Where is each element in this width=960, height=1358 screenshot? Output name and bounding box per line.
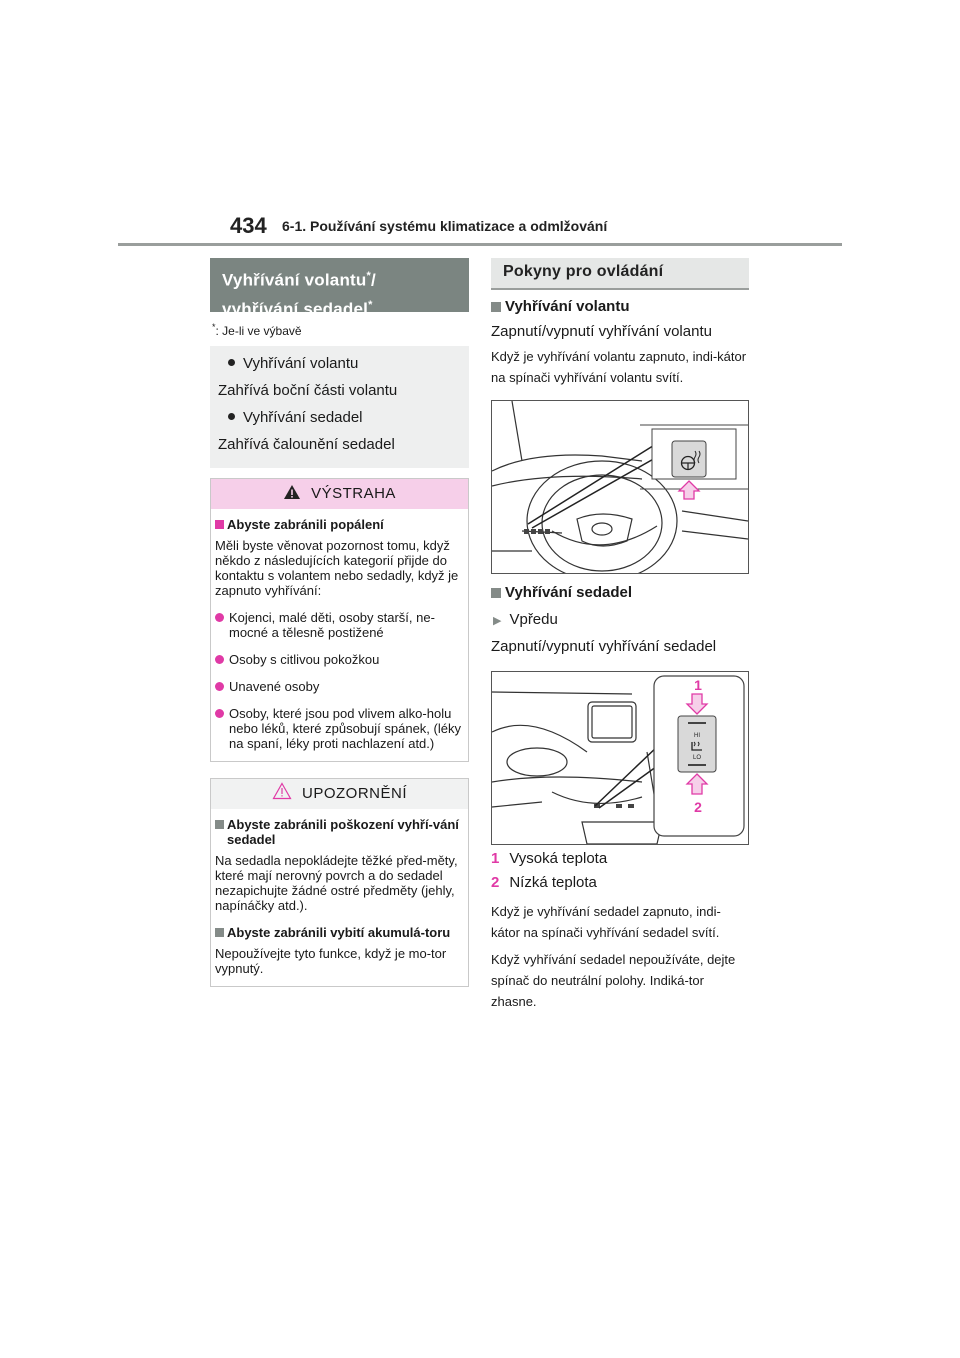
footnote-text: : Je-li ve výbavě (215, 324, 302, 338)
pink-square-icon (215, 520, 224, 529)
notice-text-1: Na sedadla nepokládejte těžké před-měty, které mají nerovný povrch a do sedadel nezapichujte žádné ostré předměty (jehly, napínáčky atd.). (215, 853, 458, 913)
warning-body (211, 509, 468, 761)
pink-circle-icon (215, 709, 224, 718)
warning-label: VÝSTRAHA (311, 485, 396, 502)
steering-action: Zapnutí/vypnutí vyhřívání volantu (491, 323, 712, 340)
list-item-text: Kojenci, malé děti, osoby starší, ne-mocné a tělesně postižené (229, 610, 435, 640)
overview-item-title: Vyhřívání volantu (243, 355, 359, 372)
overview-item-desc: Zahřívá boční části volantu (218, 382, 398, 399)
list-item (215, 706, 462, 751)
notice-title-text: Abyste zabránili vybití akumulá-toru (227, 925, 451, 940)
grey-square-icon (491, 588, 501, 598)
section-title-sep: / (370, 270, 376, 290)
asterisk-mark-2: * (368, 298, 373, 311)
notice-title-1 (215, 817, 462, 847)
list-item (215, 610, 462, 640)
chapter-title: 6-1. Používání systému klimatizace a odmlžování (282, 218, 608, 234)
seats-note-1: Když je vyhřívání sedadel zapnuto, indi-kátor na spínači vyhřívání sedadel svítí. (491, 904, 721, 940)
seats-heading (491, 584, 749, 601)
callout-2: 2 (694, 799, 702, 815)
legend-item-1 (491, 847, 749, 871)
grey-square-icon (215, 928, 224, 937)
notice-header (211, 779, 468, 809)
section-title-line1: Vyhřívání volantu (222, 270, 367, 290)
switch-lo-label: LO (692, 755, 702, 761)
warning-header (211, 479, 468, 509)
overview-item-seats (218, 404, 461, 431)
legend-text: Vysoká teplota (509, 850, 608, 867)
seat-heater-illustration (491, 671, 749, 845)
front-label (491, 611, 749, 628)
steering-note: Když je vyhřívání volantu zapnuto, indi-kátor na spínači vyhřívání volantu svítí. (491, 349, 747, 385)
section-heading-operation: Pokyny pro ovládání (491, 258, 749, 290)
section-heading-heating (210, 258, 469, 319)
pink-circle-icon (215, 682, 224, 691)
footnote (210, 322, 469, 338)
warning-title (215, 517, 462, 532)
list-item-text: Osoby, které jsou pod vlivem alko-holu nebo léků, které způsobují spánek, (léky na spaní, léky proti nachlazení atd.) (229, 706, 461, 751)
section-title-line2: vyhřívání sedadel (222, 299, 369, 319)
steering-heading-text: Vyhřívání volantu (505, 298, 630, 315)
bullet-dot-icon (228, 413, 235, 420)
caution-triangle-icon (272, 781, 292, 811)
switch-hi-label: HI (694, 733, 700, 739)
seats-note-2: Když vyhřívání sedadel nepoužíváte, dejte spínač do neutrální polohy. Indiká-tor zhasne. (491, 952, 736, 1009)
pink-circle-icon (215, 613, 224, 622)
steering-heading (491, 298, 749, 315)
legend-number: 2 (491, 874, 500, 891)
left-column (210, 258, 469, 987)
warning-box (210, 478, 469, 762)
notice-text-2: Nepoužívejte tyto funkce, když je mo-tor vypnutý. (215, 946, 447, 976)
list-item (215, 652, 462, 667)
seats-action: Zapnutí/vypnutí vyhřívání sedadel (491, 638, 717, 655)
legend-number: 1 (491, 850, 500, 867)
notice-label: UPOZORNĚNÍ (301, 785, 407, 802)
legend-item-2 (491, 871, 749, 895)
notice-title-2 (215, 925, 462, 940)
page-number: 434 (230, 213, 267, 238)
triangle-right-icon: ▶ (493, 615, 502, 627)
bullet-dot-icon (228, 359, 235, 366)
steering-heater-drawing (492, 401, 748, 573)
pink-circle-icon (215, 655, 224, 664)
notice-title-text: Abyste zabránili poškození vyhří-vání sedadel (227, 817, 459, 847)
overview-item-desc: Zahřívá čalounění sedadel (218, 436, 395, 453)
grey-square-icon (215, 820, 224, 829)
header-rule (118, 243, 842, 246)
right-column (491, 258, 749, 1012)
warning-intro: Měli byste věnovat pozornost tomu, když někdo z následujících kategorií přijde do kontaktu s volantem nebo sedadly, když je zapnuto vyhřívání: (215, 538, 459, 598)
list-item (215, 679, 462, 694)
overview-box (210, 346, 469, 468)
notice-body (211, 809, 468, 986)
warning-triangle-icon (283, 481, 301, 511)
seat-heater-drawing (492, 672, 748, 844)
steering-heater-illustration (491, 400, 749, 574)
grey-square-icon (491, 302, 501, 312)
legend-text: Nízká teplota (509, 874, 597, 891)
notice-box (210, 778, 469, 987)
overview-item-title: Vyhřívání sedadel (243, 409, 363, 426)
asterisk-mark: * (366, 270, 371, 282)
warning-title-text: Abyste zabránili popálení (227, 517, 384, 532)
seats-heading-text: Vyhřívání sedadel (505, 584, 633, 601)
front-label-text: Vpředu (509, 611, 558, 628)
list-item-text: Osoby s citlivou pokožkou (229, 652, 380, 667)
list-item-text: Unavené osoby (229, 679, 320, 694)
callout-1: 1 (694, 677, 702, 693)
footnote-mark: * (212, 322, 216, 332)
overview-item-steering (218, 350, 461, 377)
